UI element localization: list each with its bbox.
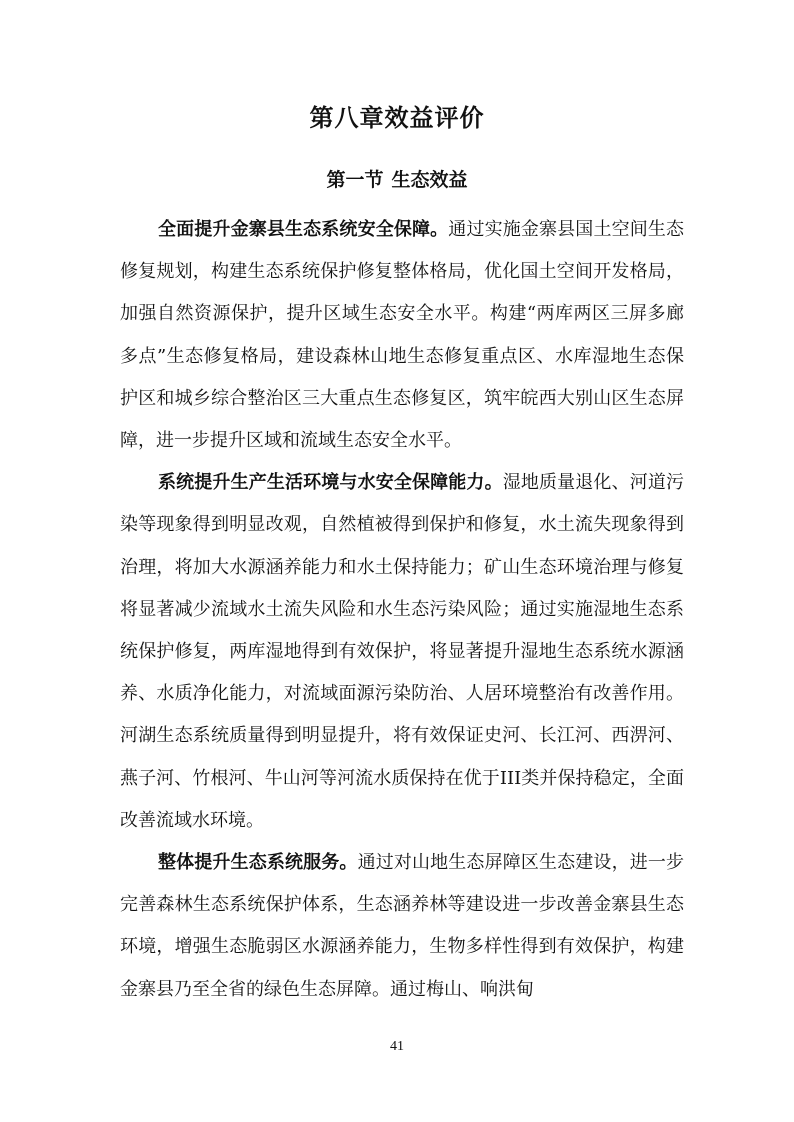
section-name: 生态效益 xyxy=(391,169,468,191)
paragraph-lead: 系统提升生产生活环境与水安全保障能力。 xyxy=(158,472,503,494)
chapter-title: 第八章效益评价 xyxy=(309,104,485,132)
paragraph-water-security xyxy=(120,462,684,842)
paragraph-text: 通过对山地生态屏障区生态建设，进一步完善森林生态系统保护体系，生态涵养林等建设进一步改善金寨县生态环境，增强生态脆弱区水源涵养能力，生物多样性得到有效保护，构建金寨县乃至全省的绿色生态屏障。通过梅山、响洪甸 xyxy=(120,852,685,1000)
page-number: 41 xyxy=(390,1039,404,1054)
section-number: 第一节 xyxy=(326,169,384,191)
section-title xyxy=(0,163,794,197)
paragraph-ecosystem-services xyxy=(120,842,684,1011)
paragraph-lead: 全面提升金寨县生态系统安全保障。 xyxy=(158,219,449,240)
body-text xyxy=(120,209,684,1011)
paragraph-text: 湿地质量退化、河道污染等现象得到明显改观，自然植被得到保护和修复，水土流失现象得到治理，将加大水源涵养能力和水土保持能力；矿山生态环境治理与修复将显著减少流域水土流失风险和水生态污染风险；通过实施湿地生态系统保护修复，两库湿地得到有效保护，将显著提升湿地生态系统水源涵养、水质净化能力，对流域面源污染防治、人居环境整治有改善作用。河湖生态系统质量得到明显提升，将有效保证史河、长江河、西淠河、燕子河、竹根河、牛山河等河流水质保持在优于III类并保持稳定，全面改善流域水环境。 xyxy=(120,472,685,831)
paragraph-text: 通过实施金寨县国土空间生态修复规划，构建生态系统保护修复整体格局，优化国土空间开发格局，加强自然资源保护，提升区域生态安全水平。构建“两库两区三屏多廊多点”生态修复格局，建设森林山地生态修复重点区、水库湿地生态保护区和城乡综合整治区三大重点生态修复区，筑牢皖西大别山区生态屏障，进一步提升区域和流域生态安全水平。 xyxy=(120,219,685,452)
paragraph-ecological-security xyxy=(120,209,684,462)
paragraph-lead: 整体提升生态系统服务。 xyxy=(158,852,358,874)
